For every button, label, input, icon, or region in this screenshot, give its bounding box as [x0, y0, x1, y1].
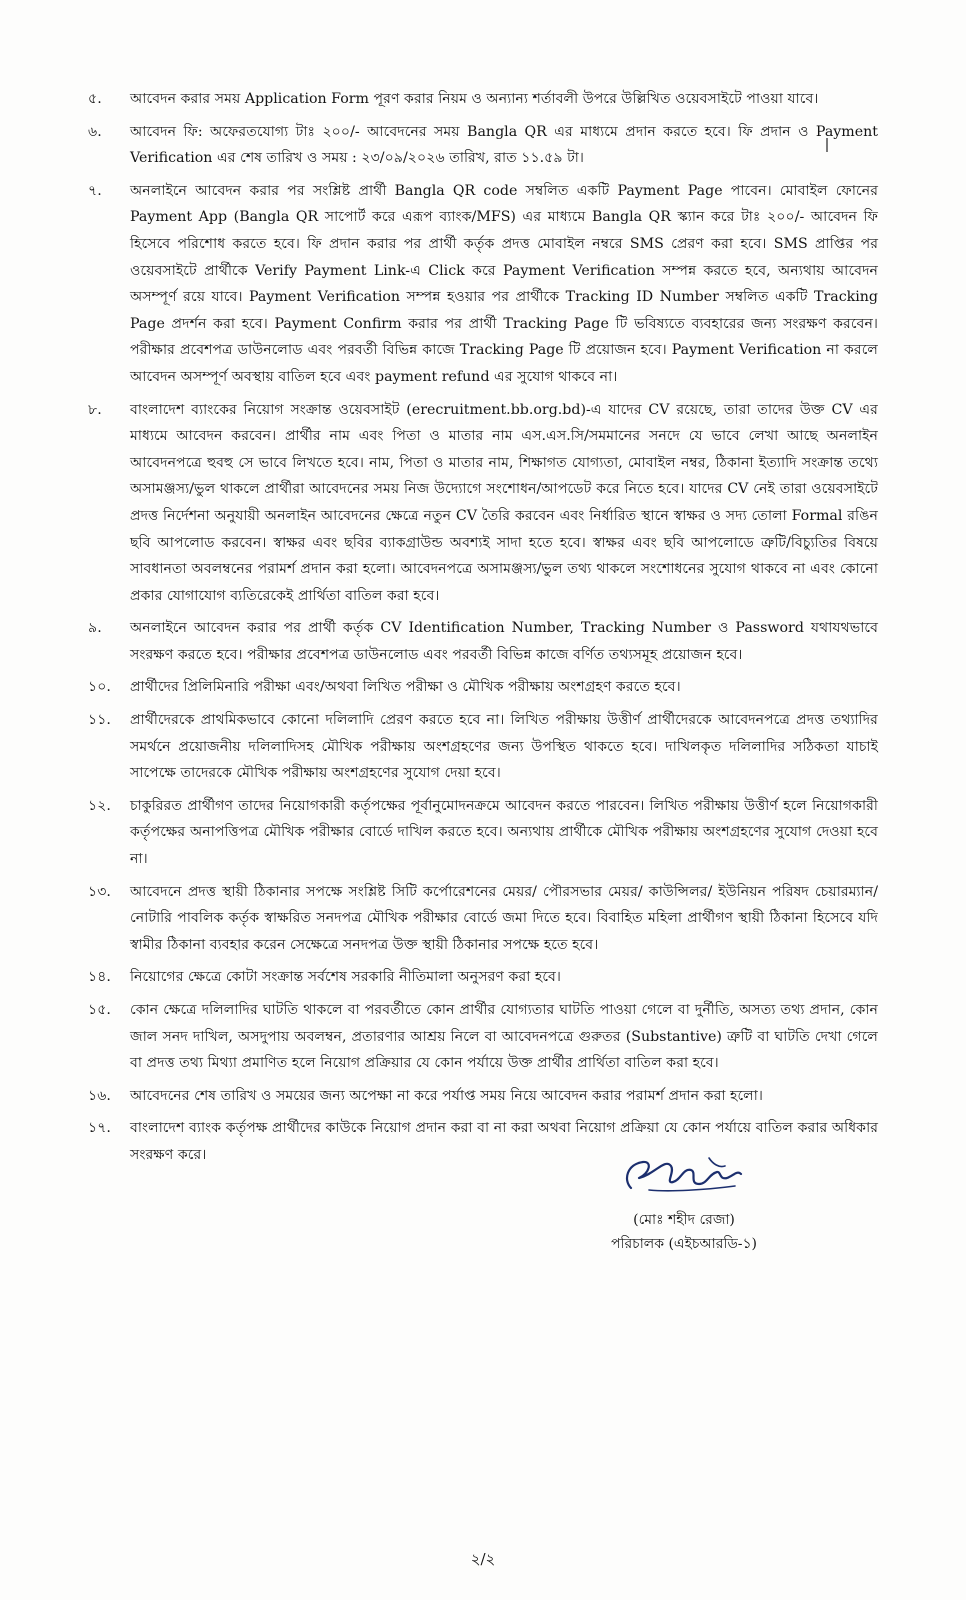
list-item [88, 397, 878, 610]
signature-block [574, 1144, 794, 1256]
item-text: নিয়োগের ক্ষেত্রে কোটা সংক্রান্ত সর্বশেষ সরকারি নীতিমালা অনুসরণ করা হবে। [130, 969, 561, 986]
item-number: ১০. [88, 679, 111, 696]
item-text: কোন ক্ষেত্রে দলিলাদির ঘাটতি থাকলে বা পরবর্তীতে কোন প্রার্থীর যোগ্যতার ঘাটতি পাওয়া গেলে বা দুর্নীতি, অসত্য তথ্য প্রদান, কোন জাল সনদ দাখিল, অসদুপায় অবলম্বন, প্রতারণার আশ্রয় নিলে বা আবেদনপত্রে গুরুতর (Substantive) ত্রুটি বা ঘাটতি দেখা গেলে বা প্রদত্ত তথ্য মিথ্যা প্রমাণিত হলে নিয়োগ প্রক্রিয়ার যে কোন পর্যায়ে উক্ত প্রার্থীর প্রার্থিতা বাতিল করা হবে। [130, 1002, 878, 1072]
list-item [88, 997, 878, 1077]
list-item [88, 1083, 878, 1110]
item-text: বাংলাদেশ ব্যাংকের নিয়োগ সংক্রান্ত ওয়েবসাইট (erecruitment.bb.org.bd)-এ যাদের CV রয়েছে, তারা তাদের উক্ত CV এর মাধ্যমে আবেদন করবেন। প্রার্থীর নাম এবং পিতা ও মাতার নাম এস.এস.সি/সমমানের সনদে যে ভাবে লেখা আছে অনলাইন আবেদনপত্রে হুবহু সে ভাবে লিখতে হবে। নাম, পিতা ও মাতার নাম, শিক্ষাগত যোগ্যতা, মোবাইল নম্বর, ঠিকানা ইত্যাদি সংক্রান্ত তথ্যে অসামঞ্জস্য/ভুল থাকলে প্রার্থীরা আবেদনের সময় নিজ উদ্যোগে সংশোধন/আপডেট করে নিতে হবে। যাদের CV নেই তারা ওয়েবসাইটে প্রদত্ত নির্দেশনা অনুযায়ী অনলাইন আবেদনের ক্ষেত্রে নতুন CV তৈরি করবেন এবং নির্ধারিত স্থানে স্বাক্ষর ও সদ্য তোলা Formal রঙিন ছবি আপলোড করবেন। স্বাক্ষর এবং ছবির ব্যাকগ্রাউন্ড অবশ্যই সাদা হতে হবে। স্বাক্ষর এবং ছবি আপলোডে ত্রুটি/বিচ্যুতির বিষয়ে সাবধানতা অবলম্বনের পরামর্শ প্রদান করা হলো। আবেদনপত্রে অসামঞ্জস্য/ভুল তথ্য থাকলে সংশোধনের সুযোগ থাকবে না এবং কোনো প্রকার যোগাযোগ ব্যতিরেকেই প্রার্থিতা বাতিল করা হবে। [130, 401, 878, 604]
list-item [88, 964, 878, 991]
item-text: অনলাইনে আবেদন করার পর প্রার্থী কর্তৃক CV Identification Number, Tracking Number ও Password যথাযথভাবে সংরক্ষণ করতে হবে। পরীক্ষার প্রবেশপত্র ডাউনলোড এবং পরবর্তী বিভিন্ন কাজে বর্ণিত তথ্যসমূহ প্রয়োজন হবে। [130, 620, 878, 663]
item-number: ৯. [88, 620, 102, 637]
list-item [88, 119, 878, 172]
signatory-name: (মোঃ শহীদ রেজা) [633, 1212, 735, 1228]
item-text: আবেদনের শেষ তারিখ ও সময়ের জন্য অপেক্ষা না করে পর্যাপ্ত সময় নিয়ে আবেদন করার পরামর্শ প্রদান করা হলো। [130, 1087, 763, 1104]
item-number: ১৩. [88, 883, 111, 900]
item-text: প্রার্থীদের প্রিলিমিনারি পরীক্ষা এবং/অথবা লিখিত পরীক্ষা ও মৌখিক পরীক্ষায় অংশগ্রহণ করতে হবে। [130, 679, 681, 696]
item-number: ১৫. [88, 1002, 111, 1018]
handwritten-signature [609, 1144, 759, 1204]
list-item [88, 793, 878, 873]
item-number: ১৭. [88, 1120, 111, 1137]
item-number: ৮. [88, 401, 102, 418]
list-item [88, 178, 878, 391]
item-number: ১৪. [88, 969, 111, 986]
item-number: ১৬. [88, 1087, 111, 1104]
item-number: ১১. [88, 712, 111, 729]
item-number: ৫. [88, 91, 102, 107]
item-text: আবেদন করার সময় Application Form পূরণ করার নিয়ম ও অন্যান্য শর্তাবলী উপরে উল্লিখিত ওয়েবসাইটে পাওয়া যাবে। [130, 91, 819, 107]
item-text: চাকুরিরত প্রার্থীগণ তাদের নিয়োগকারী কর্তৃপক্ষের পূর্বানুমোদনক্রমে আবেদন করতে পারবেন। লিখিত পরীক্ষায় উত্তীর্ণ হলে নিয়োগকারী কর্তৃপক্ষের অনাপত্তিপত্র মৌখিক পরীক্ষার বোর্ডে দাখিল করতে হবে। অন্যথায় প্রার্থীকে মৌখিক পরীক্ষায় অংশগ্রহণের সুযোগ দেওয়া হবে না। [130, 797, 878, 868]
item-text: আবেদনে প্রদত্ত স্থায়ী ঠিকানার সপক্ষে সংশ্লিষ্ট সিটি কর্পোরেশনের মেয়র/ পৌরসভার মেয়র/ কাউন্সিলর/ ইউনিয়ন পরিষদ চেয়ারম্যান/ নোটারি পাবলিক কর্তৃক স্বাক্ষরিত সনদপত্র মৌখিক পরীক্ষার বোর্ডে জমা দিতে হবে। বিবাহিত মহিলা প্রার্থীগণ স্থায়ী ঠিকানা হিসেবে যদি স্বামীর ঠিকানা ব্যবহার করেন সেক্ষেত্রে সনদপত্র উক্ত স্থায়ী ঠিকানার সপক্ষে হতে হবে। [130, 883, 878, 953]
item-text: আবেদন ফি: অফেরতযোগ্য টাঃ ২০০/- আবেদনের সময় Bangla QR এর মাধ্যমে প্রদান করতে হবে। ফি প্রদান ও Payment Verification এর শেষ তারিখ ও সময় : ২৩/০৯/২০২৬ তারিখ, রাত ১১.৫৯ টা। [130, 123, 878, 167]
list-item [88, 707, 878, 787]
item-number: ৬. [88, 123, 102, 140]
item-text: বাংলাদেশ ব্যাংক কর্তৃপক্ষ প্রার্থীদের কাউকে নিয়োগ প্রদান করা বা না করা অথবা নিয়োগ প্রক্রিয়া যে কোন পর্যায়ে বাতিল করার অধিকার সংরক্ষণ করে। [130, 1120, 878, 1163]
list-item [88, 86, 878, 113]
item-text: অনলাইনে আবেদন করার পর সংশ্লিষ্ট প্রার্থী Bangla QR code সম্বলিত একটি Payment Page পাবেন। মোবাইল ফোনের Payment App (Bangla QR সাপোর্ট করে এরূপ ব্যাংক/MFS) এর মাধ্যমে Bangla QR স্ক্যান করে টাঃ ২০০/- আবেদন ফি হিসেবে পরিশোধ করতে হবে। ফি প্রদান করার পর প্রার্থী কর্তৃক প্রদত্ত মোবাইল নম্বরে SMS প্রেরণ করা হবে। SMS প্রাপ্তির পর ওয়েবসাইটে প্রার্থীকে Verify Payment Link-এ Click করে Payment Verification সম্পন্ন করতে হবে, অন্যথায় আবেদন অসম্পূর্ণ রয়ে যাবে। Payment Verification সম্পন্ন হওয়ার পর প্রার্থীকে Tracking ID Number সম্বলিত একটি Tracking Page প্রদর্শন করা হবে। Payment Confirm করার পর প্রার্থী Tracking Page টি ভবিষ্যতে ব্যবহারের জন্য সংরক্ষণ করবেন। পরীক্ষার প্রবেশপত্র ডাউনলোড এবং পরবর্তী বিভিন্ন কাজে Tracking Page টি প্রয়োজন হবে। Payment Verification না করলে আবেদন অসম্পূর্ণ অবস্থায় বাতিল হবে এবং payment refund এর সুযোগ থাকবে না। [130, 182, 878, 385]
page-number: ২/২ [470, 1550, 496, 1568]
item-number: ১২. [88, 797, 111, 814]
list-item [88, 615, 878, 668]
signatory-title: পরিচালক (এইচআরডি-১) [610, 1236, 758, 1252]
item-text: প্রার্থীদেরকে প্রাথমিকভাবে কোনো দলিলাদি প্রেরণ করতে হবে না। লিখিত পরীক্ষায় উত্তীর্ণ প্রার্থীদেরকে আবেদনপত্রে প্রদত্ত তথ্যাদির সমর্থনে প্রয়োজনীয় দলিলাদিসহ মৌখিক পরীক্ষায় অংশগ্রহণের জন্য উপস্থিত থাকতে হবে। দাখিলকৃত দলিলাদির সঠিকতা যাচাই সাপেক্ষে তাদেরকে মৌখিক পরীক্ষায় অংশগ্রহণের সুযোগ দেয়া হবে। [130, 712, 878, 782]
item-number: ৭. [88, 182, 102, 199]
list-item [88, 879, 878, 959]
list-item [88, 674, 878, 701]
instruction-list [88, 86, 878, 1175]
